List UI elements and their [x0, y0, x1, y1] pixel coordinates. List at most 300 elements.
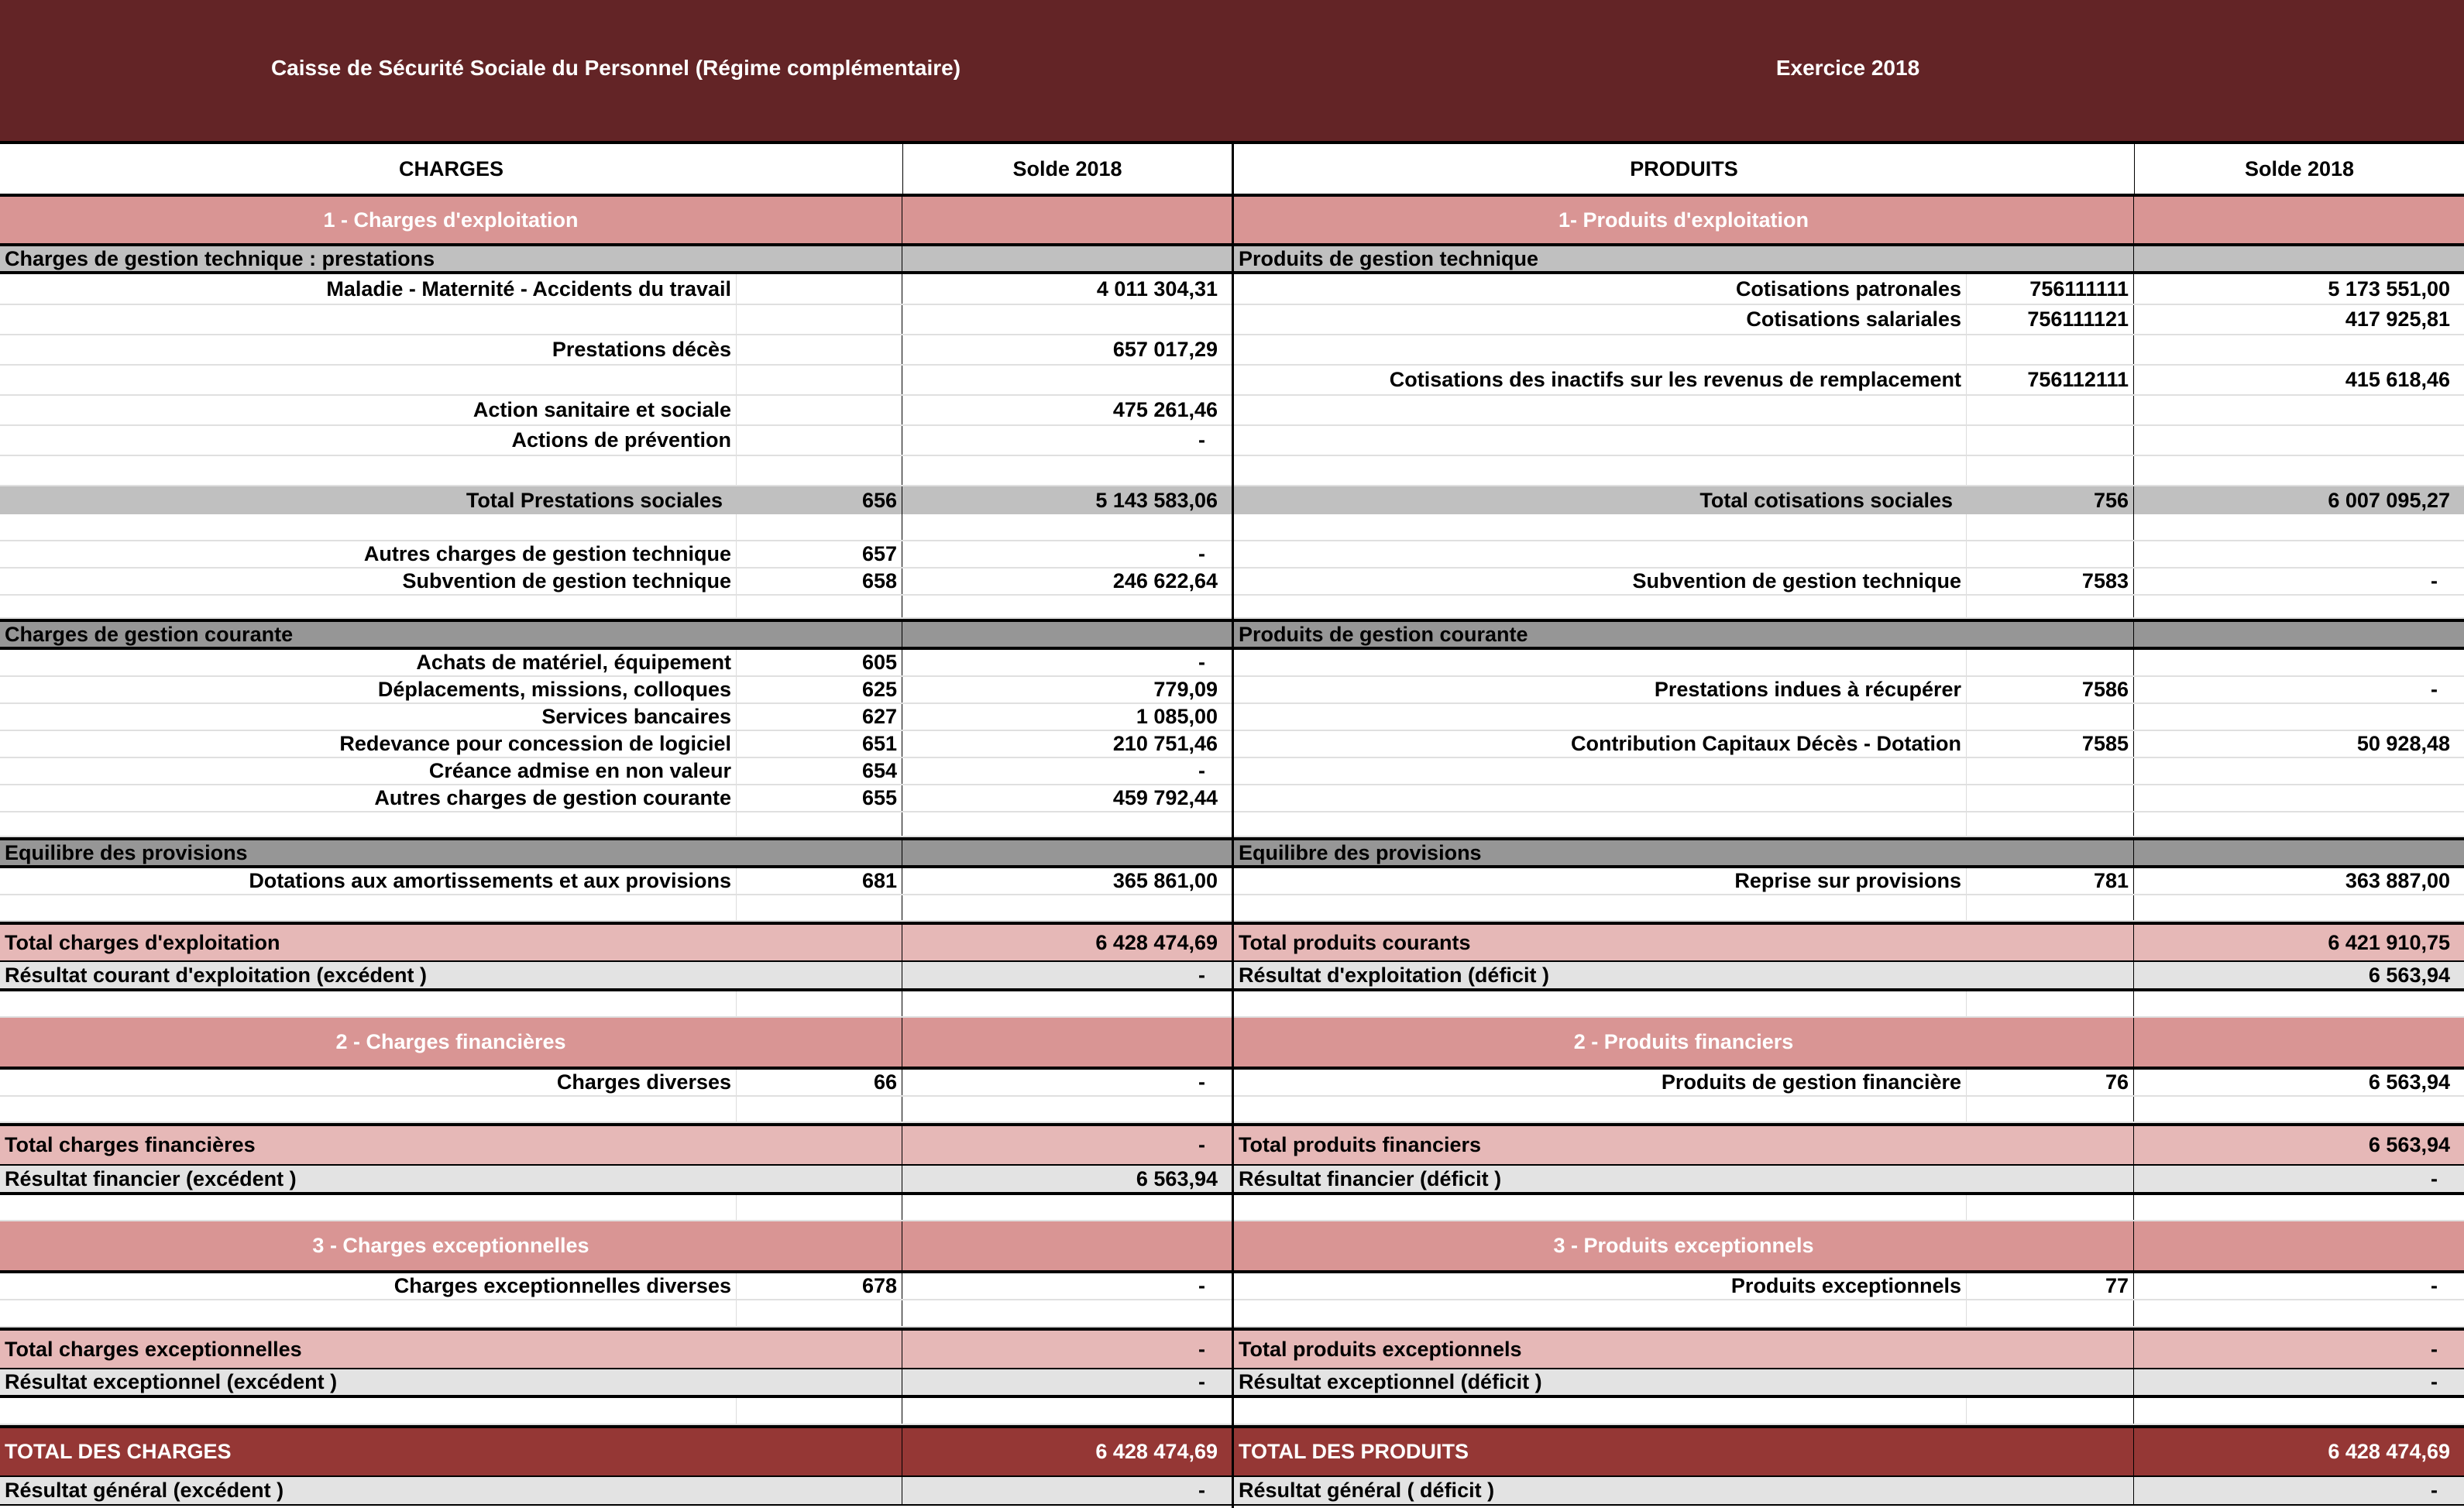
charges-row-plain [0, 1273, 1232, 1300]
produits-row-plain [1234, 1070, 2464, 1097]
row-label: Total produits courants [1234, 925, 2134, 960]
row-label: Charges de gestion courante [0, 622, 902, 647]
solde-value: 459 792,44 [1112, 786, 1218, 809]
account-code: 655 [737, 785, 902, 811]
produits-row-plain [1234, 758, 2464, 785]
row-label [1234, 704, 1967, 730]
row-label [0, 812, 737, 836]
row-label [1234, 785, 1967, 811]
account-code [1967, 335, 2134, 364]
account-code [737, 456, 902, 485]
solde-value [2134, 514, 2464, 540]
account-code: 76 [1967, 1070, 2134, 1095]
account-code [1967, 426, 2134, 455]
row-label [0, 596, 737, 617]
solde-value: 6 428 474,69 [1095, 1440, 1218, 1463]
row-label: Charges diverses [0, 1070, 737, 1095]
produits-row-plain [1234, 274, 2464, 305]
row-label: Cotisations patronales [1234, 274, 1967, 304]
solde-value [902, 514, 1232, 540]
account-code: 605 [737, 650, 902, 675]
solde-value [2134, 246, 2464, 271]
account-code [1967, 541, 2134, 567]
account-code: 681 [737, 868, 902, 894]
row-label: Redevance pour concession de logiciel [0, 731, 737, 757]
solde-value: 363 887,00 [2345, 869, 2450, 892]
produits-row-plain [1234, 596, 2464, 619]
solde-value [2134, 541, 2464, 567]
solde-value [2134, 1398, 2464, 1424]
produits-column-label: PRODUITS [1630, 156, 1738, 180]
account-code [737, 366, 902, 394]
produits-row-section [1234, 1221, 2464, 1273]
produits-row-sub2 [1234, 837, 2464, 868]
row-label: 3 - Charges exceptionnelles [0, 1221, 902, 1270]
account-code [1967, 812, 2134, 836]
charges-row-plain [0, 426, 1232, 456]
row-label: Contribution Capitaux Décès - Dotation [1234, 731, 1967, 757]
account-code: 651 [737, 731, 902, 757]
row-label [1234, 596, 1967, 617]
row-label [1234, 456, 1967, 485]
row-label [0, 456, 737, 485]
charges-row-plain [0, 396, 1232, 426]
row-label: Total charges d'exploitation [0, 925, 902, 960]
charges-row-plain [0, 541, 1232, 569]
charges-row-plain [0, 650, 1232, 677]
solde-value [902, 366, 1232, 394]
solde-value: - [1198, 1070, 1205, 1094]
solde-value [2134, 785, 2464, 811]
row-label: Produits de gestion financière [1234, 1070, 1967, 1095]
account-code [1967, 1195, 2134, 1220]
solde-value [902, 840, 1232, 865]
row-label [1234, 650, 1967, 675]
charges-row-section [0, 197, 1232, 246]
row-label: Equilibre des provisions [1234, 840, 2134, 865]
solde-value [902, 246, 1232, 271]
charges-row-plain [0, 704, 1232, 731]
charges-row-plain [0, 812, 1232, 837]
produits-row-plain [1234, 569, 2464, 596]
produits-row-plain [1234, 456, 2464, 486]
account-code [737, 1398, 902, 1424]
row-label: Prestations indues à récupérer [1234, 677, 1967, 702]
charges-row-plain [0, 366, 1232, 396]
account-code [1967, 1300, 2134, 1326]
row-label: Total charges exceptionnelles [0, 1331, 902, 1368]
account-code: 756 [1967, 486, 2134, 514]
solde-value: - [1198, 759, 1205, 782]
row-label [0, 305, 737, 334]
row-label [1234, 541, 1967, 567]
charges-row-gres [0, 1477, 1232, 1506]
row-label: Résultat exceptionnel (excédent ) [0, 1369, 902, 1395]
charges-row-section [0, 1018, 1232, 1070]
charges-row-plain [0, 1398, 1232, 1425]
solde-value: 6 563,94 [2368, 963, 2450, 987]
solde-value: - [1198, 428, 1205, 452]
account-code: 756111111 [1967, 274, 2134, 304]
charges-row-plain [0, 569, 1232, 596]
produits-row-total [1234, 486, 2464, 514]
charges-row-plain [0, 991, 1232, 1018]
charges-row-plain [0, 1195, 1232, 1221]
produits-row-plain [1234, 1195, 2464, 1221]
row-label: Maladie - Maternité - Accidents du travail [0, 274, 737, 304]
solde-value: 1 085,00 [1136, 705, 1218, 728]
row-label: Action sanitaire et sociale [0, 396, 737, 424]
row-label [1234, 426, 1967, 455]
charges-row-res-band [0, 1369, 1232, 1398]
account-code [737, 396, 902, 424]
row-label [1234, 1398, 1967, 1424]
solde-value: - [2431, 678, 2438, 701]
account-code: 627 [737, 704, 902, 730]
charges-row-plain [0, 1097, 1232, 1123]
row-label: Total charges financières [0, 1126, 902, 1164]
charges-row-plain [0, 895, 1232, 922]
solde-value [902, 895, 1232, 920]
account-code [737, 812, 902, 836]
solde-value [902, 622, 1232, 647]
row-label: Total Prestations sociales [466, 488, 723, 512]
solde-value: - [1198, 963, 1205, 987]
charges-row-sub2 [0, 619, 1232, 650]
account-code: 7583 [1967, 569, 2134, 594]
account-code [1967, 396, 2134, 424]
account-code: 77 [1967, 1273, 2134, 1299]
charges-row-plain [0, 596, 1232, 619]
row-label: Subvention de gestion technique [1234, 569, 1967, 594]
row-label [0, 991, 737, 1016]
row-label: Reprise sur provisions [1234, 868, 1967, 894]
charges-row-plain [0, 1070, 1232, 1097]
account-code: 656 [737, 486, 902, 514]
solde-value: 4 011 304,31 [1096, 277, 1218, 301]
row-label [0, 366, 737, 394]
produits-row-plain [1234, 541, 2464, 569]
produits-rows [1234, 197, 2464, 1506]
account-code: 756112111 [1967, 366, 2134, 394]
solde-value [2134, 1221, 2464, 1270]
account-code: 7585 [1967, 731, 2134, 757]
solde-value: 475 261,46 [1112, 398, 1218, 421]
solde-value [902, 991, 1232, 1016]
produits-column-header [1234, 144, 2464, 197]
account-code [1967, 650, 2134, 675]
produits-row-sub [1234, 246, 2464, 274]
solde-value: - [1198, 651, 1205, 674]
row-label [0, 1195, 737, 1220]
produits-row-section [1234, 197, 2464, 246]
account-code [1967, 456, 2134, 485]
row-label: Résultat général ( déficit ) [1234, 1477, 2134, 1504]
row-label [0, 895, 737, 920]
account-code [737, 991, 902, 1016]
solde-value [902, 197, 1232, 243]
charges-row-tot-band [0, 1123, 1232, 1166]
account-code [737, 1300, 902, 1326]
solde-value: - [2431, 569, 2438, 593]
solde-value [902, 812, 1232, 836]
solde-value [2134, 840, 2464, 865]
solde-value: 246 622,64 [1112, 569, 1218, 593]
produits-row-plain [1234, 868, 2464, 895]
account-code: 678 [737, 1273, 902, 1299]
produits-row-res-band [1234, 962, 2464, 991]
solde-value [2134, 1195, 2464, 1220]
row-label [1234, 514, 1967, 540]
produits-row-plain [1234, 704, 2464, 731]
solde-value: - [2431, 1337, 2438, 1361]
charges-row-tot-band [0, 922, 1232, 962]
solde-value [2134, 650, 2464, 675]
row-label: Total produits financiers [1234, 1126, 2134, 1164]
row-label: Produits exceptionnels [1234, 1273, 1967, 1299]
charges-rows [0, 197, 1232, 1506]
solde-value [2134, 426, 2464, 455]
row-label: 1 - Charges d'exploitation [0, 197, 902, 243]
solde-value: - [1198, 1479, 1205, 1502]
row-label: Charges de gestion technique : prestations [0, 246, 902, 271]
account-code: 66 [737, 1070, 902, 1095]
solde-value [2134, 1018, 2464, 1067]
row-label [1234, 812, 1967, 836]
produits-row-plain [1234, 396, 2464, 426]
produits-row-plain [1234, 650, 2464, 677]
account-code [1967, 785, 2134, 811]
solde-value: 5 173 551,00 [2328, 277, 2450, 301]
account-code [1967, 1097, 2134, 1122]
solde-value [902, 1221, 1232, 1270]
account-code [1967, 991, 2134, 1016]
solde-value: - [2431, 1479, 2438, 1502]
solde-value [2134, 704, 2464, 730]
row-label [1234, 758, 1967, 784]
solde-value [2134, 622, 2464, 647]
charges-row-plain [0, 677, 1232, 704]
solde-value: 5 143 583,06 [1095, 488, 1218, 512]
row-label [1234, 1195, 1967, 1220]
charges-column-label: CHARGES [398, 156, 503, 180]
produits-row-plain [1234, 366, 2464, 396]
account-code [1967, 758, 2134, 784]
solde-value: 415 618,46 [2345, 368, 2450, 391]
produits-row-plain [1234, 991, 2464, 1018]
solde-value [902, 305, 1232, 334]
produits-row-grand [1234, 1425, 2464, 1477]
solde-value [902, 1398, 1232, 1424]
account-code [737, 1195, 902, 1220]
solde-value: 365 861,00 [1112, 869, 1218, 892]
solde-value: 6 563,94 [2368, 1070, 2450, 1094]
row-label [0, 1097, 737, 1122]
solde-value [902, 1195, 1232, 1220]
row-label: TOTAL DES PRODUITS [1234, 1428, 2134, 1475]
solde-value: 6 428 474,69 [1095, 930, 1218, 954]
produits-row-plain [1234, 514, 2464, 541]
account-code: 756111121 [1967, 305, 2134, 334]
solde-value [2134, 758, 2464, 784]
row-label [1234, 991, 1967, 1016]
charges-row-tot-band [0, 1328, 1232, 1369]
report-banner [0, 0, 2464, 144]
row-label: Autres charges de gestion technique [0, 541, 737, 567]
solde-value [902, 456, 1232, 485]
account-code [1967, 704, 2134, 730]
solde-value: - [2431, 1370, 2438, 1393]
row-label: Total cotisations sociales [1699, 488, 1953, 512]
solde-value: 50 928,48 [2356, 732, 2450, 755]
account-code: 781 [1967, 868, 2134, 894]
solde-value [2134, 895, 2464, 920]
solde-value [2134, 396, 2464, 424]
account-code [1967, 1398, 2134, 1424]
produits-row-plain [1234, 785, 2464, 812]
produits-row-plain [1234, 1398, 2464, 1425]
account-code: 658 [737, 569, 902, 594]
charges-row-plain [0, 1300, 1232, 1328]
account-code [737, 1097, 902, 1122]
row-label: Résultat exceptionnel (déficit ) [1234, 1369, 2134, 1395]
solde-value: 6 007 095,27 [2328, 488, 2450, 512]
row-label [1234, 1300, 1967, 1326]
charges-row-sub2 [0, 837, 1232, 868]
solde-value [2134, 991, 2464, 1016]
produits-row-res-band [1234, 1369, 2464, 1398]
produits-row-tot-band [1234, 922, 2464, 962]
exercise-label: Exercice 2018 [1775, 56, 1920, 80]
row-label: Achats de matériel, équipement [0, 650, 737, 675]
solde-value: 6 563,94 [1136, 1166, 1218, 1190]
charges-row-res-band [0, 1166, 1232, 1195]
produits-row-plain [1234, 1273, 2464, 1300]
row-label [0, 514, 737, 540]
account-code [737, 335, 902, 364]
row-label: Dotations aux amortissements et aux provisions [0, 868, 737, 894]
produits-row-gres [1234, 1477, 2464, 1506]
solde-value [2134, 1300, 2464, 1326]
account-code [737, 426, 902, 455]
charges-row-section [0, 1221, 1232, 1273]
row-label: Résultat financier (excédent ) [0, 1166, 902, 1192]
row-label: Cotisations salariales [1234, 305, 1967, 334]
row-label: Charges exceptionnelles diverses [0, 1273, 737, 1299]
produits-panel [1232, 144, 2464, 1508]
charges-row-res-band [0, 962, 1232, 991]
produits-solde-label: Solde 2018 [2134, 144, 2464, 194]
account-code [1967, 596, 2134, 617]
row-label: 1- Produits d'exploitation [1234, 197, 2134, 243]
row-label [0, 1398, 737, 1424]
solde-value: - [1198, 542, 1205, 565]
row-label [1234, 895, 1967, 920]
charges-row-plain [0, 868, 1232, 895]
row-label: Services bancaires [0, 704, 737, 730]
row-label: 3 - Produits exceptionnels [1234, 1221, 2134, 1270]
charges-panel [0, 144, 1232, 1508]
solde-value: - [1198, 1370, 1205, 1393]
account-code [1967, 895, 2134, 920]
row-label: Résultat général (excédent ) [0, 1477, 902, 1504]
solde-value [2134, 596, 2464, 617]
produits-row-sub2 [1234, 619, 2464, 650]
account-code [737, 596, 902, 617]
solde-value [902, 596, 1232, 617]
row-label: Subvention de gestion technique [0, 569, 737, 594]
solde-value [2134, 1097, 2464, 1122]
solde-value: 657 017,29 [1112, 338, 1218, 361]
account-code [737, 274, 902, 304]
solde-value: - [1198, 1274, 1205, 1297]
produits-row-tot-band [1234, 1123, 2464, 1166]
charges-row-grand [0, 1425, 1232, 1477]
charges-row-total [0, 486, 1232, 514]
produits-row-plain [1234, 677, 2464, 704]
charges-row-plain [0, 731, 1232, 758]
row-label: Total produits exceptionnels [1234, 1331, 2134, 1368]
charges-row-plain [0, 456, 1232, 486]
account-code [737, 895, 902, 920]
produits-row-plain [1234, 1300, 2464, 1328]
account-code: 7586 [1967, 677, 2134, 702]
solde-value: - [2431, 1166, 2438, 1190]
produits-row-plain [1234, 426, 2464, 456]
solde-value: 6 428 474,69 [2328, 1440, 2450, 1463]
charges-row-plain [0, 758, 1232, 785]
produits-row-plain [1234, 812, 2464, 837]
charges-column-header [0, 144, 1232, 197]
solde-value: 6 563,94 [2368, 1133, 2450, 1156]
produits-row-plain [1234, 895, 2464, 922]
row-label: Résultat d'exploitation (déficit ) [1234, 962, 2134, 988]
row-label: Produits de gestion courante [1234, 622, 2134, 647]
row-label: Cotisations des inactifs sur les revenus de remplacement [1234, 366, 1967, 394]
solde-value [902, 1300, 1232, 1326]
produits-row-section [1234, 1018, 2464, 1070]
solde-value: - [1198, 1133, 1205, 1156]
account-code [737, 514, 902, 540]
charges-row-plain [0, 305, 1232, 335]
account-code: 657 [737, 541, 902, 567]
report-title: Caisse de Sécurité Sociale du Personnel (Régime complémentaire) [270, 56, 961, 80]
row-label: Actions de prévention [0, 426, 737, 455]
row-label: Résultat financier (déficit ) [1234, 1166, 2134, 1192]
solde-value: 210 751,46 [1112, 732, 1218, 755]
row-label: 2 - Produits financiers [1234, 1018, 2134, 1067]
account-code [737, 305, 902, 334]
row-label: Produits de gestion technique [1234, 246, 2134, 271]
produits-row-plain [1234, 731, 2464, 758]
solde-value [2134, 456, 2464, 485]
account-code [1967, 514, 2134, 540]
row-label: 2 - Charges financières [0, 1018, 902, 1067]
produits-row-plain [1234, 305, 2464, 335]
solde-value: 6 421 910,75 [2328, 930, 2450, 954]
charges-solde-label: Solde 2018 [902, 144, 1232, 194]
produits-row-plain [1234, 1097, 2464, 1123]
row-label: TOTAL DES CHARGES [0, 1428, 902, 1475]
account-code: 654 [737, 758, 902, 784]
account-code: 625 [737, 677, 902, 702]
produits-row-res-band [1234, 1166, 2464, 1195]
charges-row-plain [0, 785, 1232, 812]
produits-row-tot-band [1234, 1328, 2464, 1369]
solde-value: 779,09 [1153, 678, 1218, 701]
charges-row-sub [0, 246, 1232, 274]
solde-value [2134, 335, 2464, 364]
